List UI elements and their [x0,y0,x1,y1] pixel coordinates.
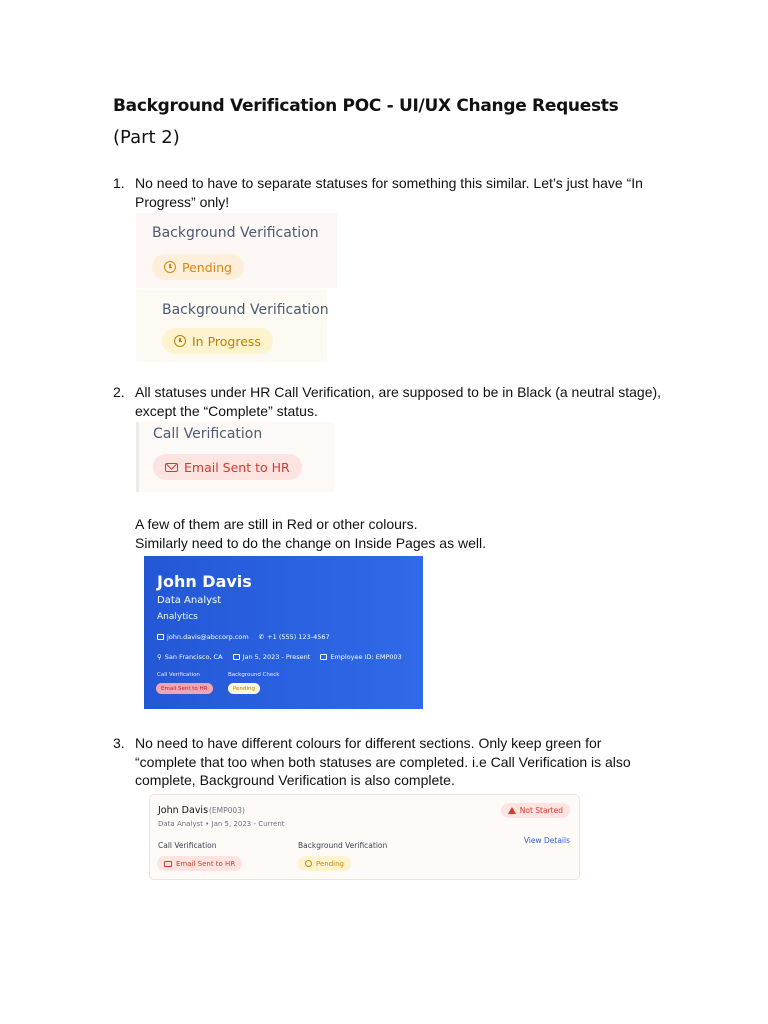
employee-card[interactable] [149,794,580,880]
employee-call-status-text: Email Sent to HR [176,859,236,868]
employee-bg-status-pill [298,856,351,871]
in-progress-status-text: In Progress [192,333,261,349]
doc-subtitle: (Part 2) [113,127,180,148]
mail-icon [157,634,164,640]
profile-call-status-pill [156,683,213,694]
snippet-pending-label: Background Verification [152,225,319,241]
profile-email [157,633,249,641]
snippet-call-verification [136,422,334,492]
profile-meta-row [157,653,402,661]
snippet-pending [136,213,337,288]
profile-department: Analytics [157,612,198,622]
employee-call-label: Call Verification [158,841,217,850]
profile-employee-id [320,653,401,661]
profile-bg-label: Background Check [228,672,280,678]
view-details-link[interactable]: View Details [523,836,570,845]
profile-location-text: San Francisco, CA [164,653,223,661]
item-1-number: 1. [113,175,125,191]
calendar-icon [233,654,240,660]
employee-id: (EMP003) [209,806,245,815]
pending-status-pill [152,254,244,280]
doc-title: Background Verification POC - UI/UX Change Requests [113,96,619,116]
overall-status-badge [501,803,570,818]
employee-bg-status-text: Pending [316,859,344,868]
envelope-icon [165,463,178,472]
employee-call-status-pill [157,856,242,871]
employee-name: John Davis [158,805,209,816]
employee-subline: Data Analyst • Jan 5, 2023 - Current [158,820,285,828]
warning-icon [508,807,516,814]
building-icon [320,654,327,660]
item-2-note-2: Similarly need to do the change on Inside Pages as well. [135,535,486,551]
profile-role: Data Analyst [157,595,222,606]
in-progress-status-pill [162,328,273,354]
snippet-in-progress-label: Background Verification [162,302,329,318]
item-2-number: 2. [113,384,125,400]
clock-icon [305,860,312,867]
profile-dates-text: Jan 5, 2023 - Present [242,653,311,661]
profile-card [144,556,423,709]
profile-call-label: Call Verification [157,672,200,678]
item-2-text: All statuses under HR Call Verification, are supposed to be in Black (a neutral stage), except the “Complete” status. [135,384,662,419]
pending-status-text: Pending [182,259,232,275]
employee-bg-label: Background Verification [298,841,388,850]
envelope-icon [164,861,172,867]
profile-name: John Davis [157,572,252,591]
hr-status-pill [153,454,302,480]
location-pin-icon: ⚲ [157,653,162,661]
hr-status-text: Email Sent to HR [184,459,290,475]
clock-icon [164,261,176,273]
profile-employee-id-text: Employee ID: EMP003 [330,653,402,661]
item-1-text: No need to have to separate statuses for something this similar. Let’s just have “In Progress” only! [135,175,643,210]
clock-icon [174,335,186,347]
profile-phone-text: +1 (555) 123-4567 [267,633,330,641]
item-3-number: 3. [113,735,125,751]
profile-email-text: john.davis@abccorp.com [167,633,249,641]
profile-dates [233,653,311,661]
overall-status-text: Not Started [519,806,563,815]
profile-location [157,653,223,661]
profile-call-status-text: Email Sent to HR [161,685,208,692]
snippet-in-progress [136,290,327,362]
snippet-call-label: Call Verification [153,426,263,442]
item-3-text: No need to have different colours for different sections. Only keep green for “complete that too when both statuses are completed. i.e Call Verification is also complete, Background Verification is also complete. [135,735,631,788]
profile-contact-row [157,633,330,641]
item-2-note-1: A few of them are still in Red or other colours. [135,516,418,532]
profile-phone [259,633,330,641]
profile-bg-status-text: Pending [233,685,255,692]
profile-bg-status-pill [228,683,260,694]
phone-icon: ✆ [258,633,265,641]
